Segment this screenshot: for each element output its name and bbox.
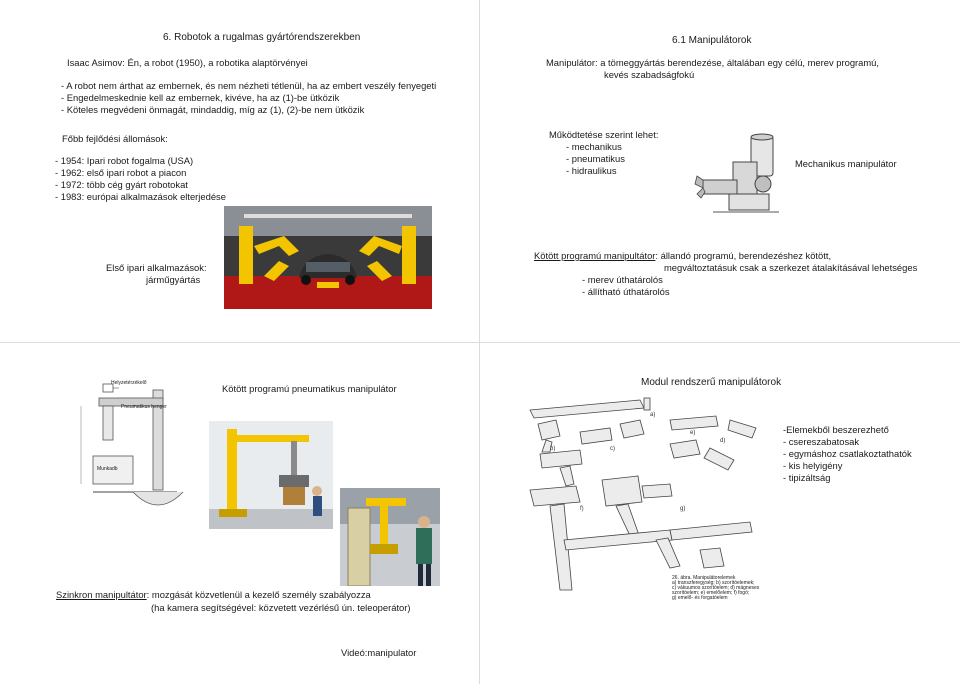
diagram-label-cylinder: Pneumatikus henger <box>121 404 167 410</box>
feature-2: - csereszabatosak <box>783 436 860 447</box>
sync-line-1 <box>56 589 371 601</box>
pneumatic-caption: Kötött programú pneumatikus manipulátor <box>222 383 397 394</box>
figure-caption-3: c) vákuumos szorítóelem; d) mágneses <box>672 585 760 591</box>
diagram-label-workpiece: Munkadb <box>97 466 118 472</box>
svg-text:b): b) <box>550 446 556 452</box>
first-apps-value: járműgyártás <box>146 274 201 285</box>
slide-2-title: 6.1 Manipulátorok <box>672 35 752 46</box>
milestones-title: Főbb fejlődési állomások: <box>62 133 168 144</box>
law-2: - Engedelmeskednie kell az embernek, kivéve, ha az (1)-be ütközik <box>61 92 340 103</box>
pneumatic-diagram <box>73 376 189 520</box>
mechanical-manipulator-caption: Mechanikus manipulátor <box>795 158 897 169</box>
manipulator-definition-1: Manipulátor: a tömeggyártás berendezése, általában egy célú, merev programú, <box>546 57 880 68</box>
fixed-program-term: Kötött programú manipultátor <box>534 250 656 261</box>
sync-line-2: (ha kamera segítségével: közvetett vezérlésű ún. teleoperátor) <box>151 602 411 613</box>
law-3: - Köteles megvédeni önmagát, mindaddig, míg az (1), (2)-be nem ütközik <box>61 104 365 115</box>
figure-caption-1: 26. ábra. Manipulátorelemek <box>672 575 736 581</box>
yellow-manipulator-photo <box>209 421 333 529</box>
sync-term: Szinkron manipultátor <box>56 589 147 600</box>
milestone-1: - 1954: Ipari robot fogalma (USA) <box>55 155 194 166</box>
svg-text:f): f) <box>580 506 584 512</box>
svg-text:e): e) <box>690 430 696 436</box>
mechanical-manipulator-image <box>693 132 785 220</box>
figure-caption-5: g) emelő- és forgatóelem <box>672 595 728 601</box>
fixed-program-line-2: megváltoztatásuk csak a szerkezet átalakításával lehetséges <box>664 262 918 273</box>
svg-text:g): g) <box>680 506 686 512</box>
fixed-program-item-1: - merev úthatárolós <box>582 274 663 285</box>
law-1: - A robot nem árthat az embernek, és nem nézheti tétlenül, ha az embert veszély fenyegeti <box>61 80 437 91</box>
figure-caption-2: a) transzferegység; b) szorítóelemek; <box>672 580 755 586</box>
operation-title: Működtetése szerint lehet: <box>549 129 659 140</box>
worker-manipulator-photo <box>340 488 440 586</box>
fixed-program-line-1 <box>534 250 831 262</box>
feature-3: - egymáshoz csatlakoztathatók <box>783 448 912 459</box>
diagram-label-sensor: Helyzetérzékelő <box>111 380 147 386</box>
operation-item-3: - hidraulikus <box>566 165 617 176</box>
milestone-4: - 1983: európai alkalmazások elterjedése <box>55 191 226 202</box>
fixed-program-item-2: - állítható úthatárolós <box>582 286 670 297</box>
asimov-line: Isaac Asimov: Én, a robot (1950), a robotika alaptörvényei <box>67 57 308 68</box>
operation-item-2: - pneumatikus <box>566 153 625 164</box>
svg-text:c): c) <box>610 446 615 452</box>
svg-text:d): d) <box>720 438 726 444</box>
milestone-2: - 1962: első ipari robot a piacon <box>55 167 187 178</box>
first-apps-label: Első ipari alkalmazások: <box>106 262 207 273</box>
milestone-3: - 1972: több cég gyárt robotokat <box>55 179 188 190</box>
slide-4-title: Modul rendszerű manipulátorok <box>641 377 782 388</box>
fixed-program-rest: : állandó programú, berendezéshez kötött, <box>655 250 832 261</box>
sync-rest: : mozgását közvetlenül a kezelő személy szabályozza <box>146 589 371 600</box>
feature-5: - tipizáltság <box>783 472 831 483</box>
svg-text:a): a) <box>650 412 656 418</box>
video-link[interactable]: Videó:manipulator <box>341 647 417 658</box>
manipulator-definition-2: kevés szabadságfokú <box>604 69 695 80</box>
horizontal-divider <box>0 342 960 343</box>
modular-elements-drawing <box>520 390 770 603</box>
feature-1: -Elemekből beszerezhető <box>783 424 889 435</box>
figure-caption-4: szorítóelem; e) emelőelem; f) fogó; <box>672 590 750 596</box>
operation-item-1: - mechanikus <box>566 141 622 152</box>
slide-1-title: 6. Robotok a rugalmas gyártórendszerekben <box>163 32 361 43</box>
feature-4: - kis helyigény <box>783 460 843 471</box>
car-factory-photo <box>224 206 432 309</box>
